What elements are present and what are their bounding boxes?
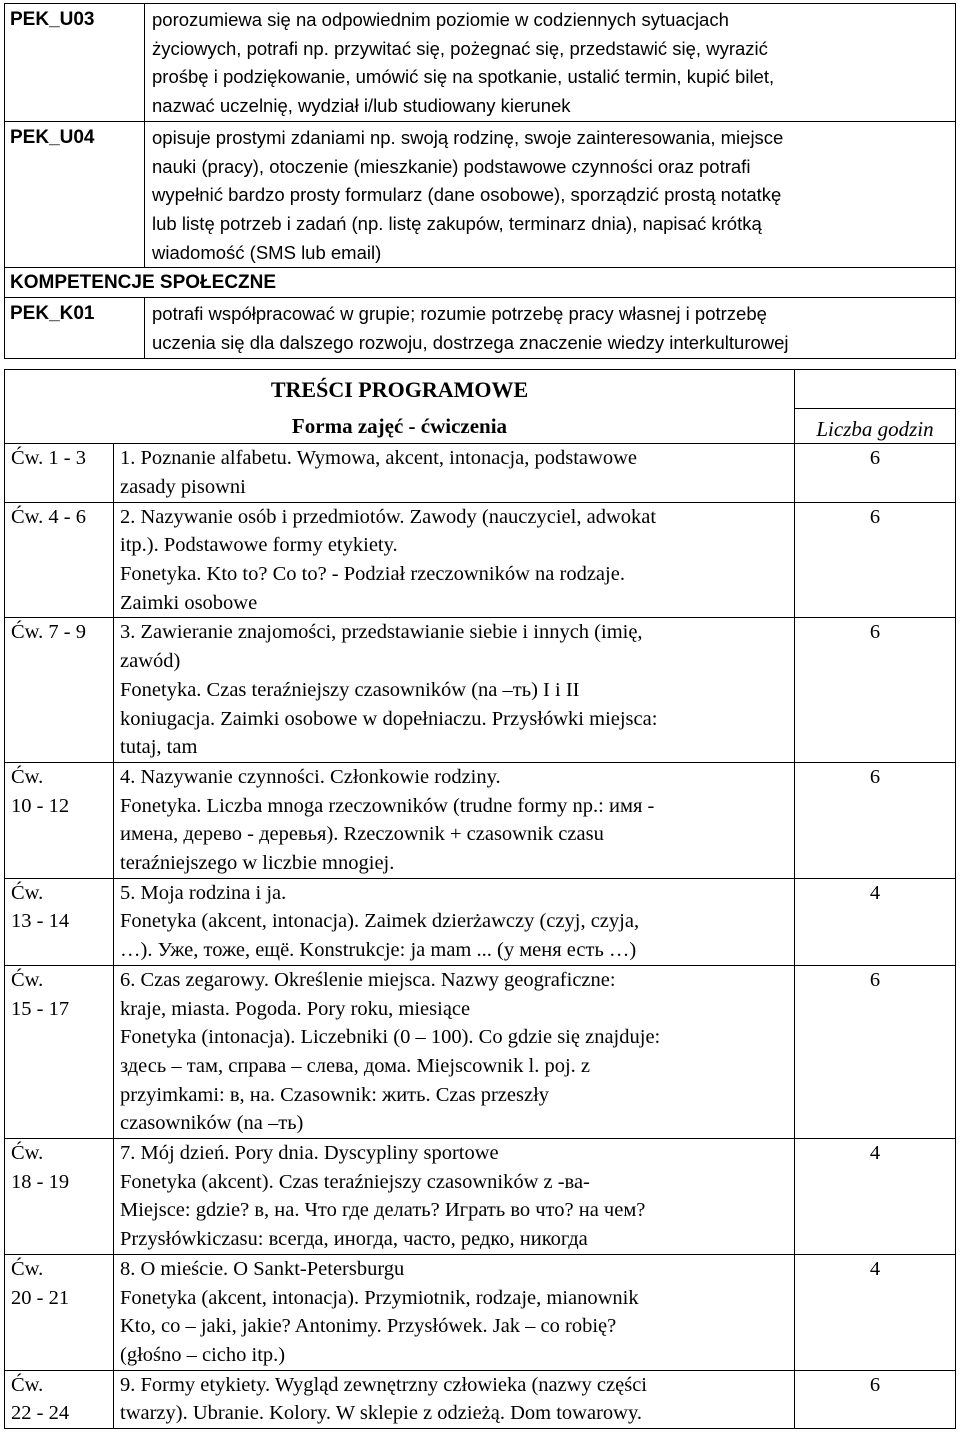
exercise-label-line: Ćw. bbox=[11, 1257, 44, 1280]
text-line: Fonetyka. Liczba mnoga rzeczowników (trudne formy np.: имя - bbox=[120, 794, 655, 817]
exercise-label-line: Ćw. 4 - 6 bbox=[11, 505, 86, 528]
program-body bbox=[5, 370, 956, 1429]
hours-value: 6 bbox=[795, 1370, 956, 1428]
exercise-label-line: Ćw. bbox=[11, 881, 44, 904]
outcome-code: PEK_U03 bbox=[5, 4, 145, 122]
text-line: życiowych, potrafi np. przywitać się, pożegnać się, przedstawić się, wyrazić bbox=[152, 37, 768, 59]
exercise-label-line: Ćw. bbox=[11, 765, 44, 788]
topic-content bbox=[114, 1370, 795, 1428]
text-line: 1. Poznanie alfabetu. Wymowa, akcent, intonacja, podstawowe bbox=[120, 447, 637, 470]
program-row bbox=[5, 1254, 956, 1370]
topic-content bbox=[114, 502, 795, 618]
section-row bbox=[5, 268, 956, 298]
exercise-label-line: 15 - 17 bbox=[11, 997, 70, 1020]
topic-content bbox=[114, 762, 795, 878]
text-line: Fonetyka. Kto to? Co to? - Podział rzeczowników na rodzaje. bbox=[120, 563, 625, 586]
exercise-label bbox=[5, 878, 114, 965]
program-row bbox=[5, 965, 956, 1138]
hours-value: 6 bbox=[795, 618, 956, 763]
hours-value: 4 bbox=[795, 878, 956, 965]
hours-header: Liczba godzin bbox=[795, 408, 956, 444]
program-row bbox=[5, 502, 956, 618]
hours-value: 4 bbox=[795, 1254, 956, 1370]
exercise-label bbox=[5, 1139, 114, 1255]
outcome-row-u03 bbox=[5, 4, 956, 122]
text-line: 7. Mój dzień. Pory dnia. Dyscypliny sportowe bbox=[120, 1142, 499, 1165]
outcomes-body bbox=[5, 4, 956, 359]
text-line: twarzy). Ubranie. Kolory. W sklepie z odzieżą. Dom towarowy. bbox=[120, 1402, 643, 1425]
text-line: Przysłówkiczasu: всегда, иногда, часто, редко, никогда bbox=[120, 1228, 588, 1251]
text-line: koniugacja. Zaimki osobowe w dopełniaczu. Przysłówki miejsca: bbox=[120, 707, 658, 730]
text-line: nazwać uczelnię, wydział i/lub studiowany kierunek bbox=[152, 95, 571, 117]
program-row bbox=[5, 618, 956, 763]
text-line: 6. Czas zegarowy. Określenie miejsca. Nazwy geograficzne: bbox=[120, 968, 616, 991]
exercise-label-line: Ćw. bbox=[11, 968, 44, 991]
text-line: 2. Nazywanie osób i przedmiotów. Zawody (nauczyciel, adwokat bbox=[120, 505, 657, 528]
text-line: porozumiewa się na odpowiednim poziomie w codziennych sytuacjach bbox=[152, 9, 729, 30]
text-line: uczenia się dla dalszego rozwoju, dostrzega znaczenie wiedzy interkulturowej bbox=[152, 332, 789, 354]
topic-content bbox=[114, 618, 795, 763]
text-line: Fonetyka (akcent, intonacja). Zaimek dzierżawczy (czyj, czyja, bbox=[120, 910, 640, 933]
exercise-label-line: Ćw. bbox=[11, 1373, 44, 1396]
exercise-label-line: 13 - 14 bbox=[11, 910, 70, 933]
learning-outcomes-table bbox=[4, 3, 956, 359]
program-title: TREŚCI PROGRAMOWE bbox=[5, 370, 795, 409]
exercise-label bbox=[5, 1254, 114, 1370]
program-title-row bbox=[5, 370, 956, 409]
program-row bbox=[5, 1139, 956, 1255]
exercise-label bbox=[5, 965, 114, 1138]
hours-value: 6 bbox=[795, 965, 956, 1138]
text-line: kraje, miasta. Pogoda. Pory roku, miesiące bbox=[120, 997, 471, 1020]
exercise-label-line: Ćw. bbox=[11, 1142, 44, 1165]
topic-content bbox=[114, 878, 795, 965]
text-line: …). Уже, тоже, ещё. Konstrukcje: ja mam ... (у меня есть …) bbox=[120, 939, 637, 962]
topic-content bbox=[114, 965, 795, 1138]
text-line: имена, дерево - деревья). Rzeczownik + czasownik czasu bbox=[120, 823, 604, 846]
exercise-label-line: 10 - 12 bbox=[11, 794, 70, 817]
topic-content bbox=[114, 444, 795, 502]
exercise-label-line: Ćw. 1 - 3 bbox=[11, 447, 86, 470]
outcome-description bbox=[145, 4, 956, 122]
topic-content bbox=[114, 1254, 795, 1370]
text-line: Fonetyka. Czas teraźniejszy czasowników (na –ть) I i II bbox=[120, 678, 580, 701]
text-line: lub listę potrzeb i zadań (np. listę zakupów, terminarz dnia), napisać krótką bbox=[152, 212, 762, 234]
program-form-row bbox=[5, 408, 956, 444]
text-line: potrafi współpracować w grupie; rozumie potrzebę pracy własnej i potrzebę bbox=[152, 303, 767, 325]
outcome-description bbox=[145, 121, 956, 268]
text-line: czasowników (na –ть) bbox=[120, 1112, 304, 1135]
outcome-description bbox=[145, 298, 956, 358]
text-line: Fonetyka (intonacja). Liczebniki (0 – 100). Co gdzie się znajduje: bbox=[120, 1026, 661, 1049]
hours-value: 6 bbox=[795, 444, 956, 502]
exercise-label-line: 20 - 21 bbox=[11, 1286, 70, 1309]
exercise-label bbox=[5, 618, 114, 763]
text-line: itp.). Podstawowe formy etykiety. bbox=[120, 534, 398, 557]
text-line: przyimkami: в, на. Czasownik: жить. Czas przeszły bbox=[120, 1083, 550, 1106]
text-line: Fonetyka (akcent). Czas teraźniejszy czasowników z -ва- bbox=[120, 1170, 590, 1193]
form-label: Forma zajęć - ćwiczenia bbox=[5, 408, 795, 444]
text-line: 4. Nazywanie czynności. Członkowie rodziny. bbox=[120, 765, 501, 788]
text-line: Miejsce: gdzie? в, на. Что где делать? Играть во что? на чем? bbox=[120, 1199, 646, 1222]
hours-value: 6 bbox=[795, 502, 956, 618]
hours-value: 4 bbox=[795, 1139, 956, 1255]
text-line: teraźniejszego w liczbie mnogiej. bbox=[120, 852, 395, 875]
outcome-code: PEK_K01 bbox=[5, 298, 145, 358]
text-line: 9. Formy etykiety. Wygląd zewnętrzny człowieka (nazwy części bbox=[120, 1373, 648, 1396]
text-line: wiadomość (SMS lub email) bbox=[152, 241, 382, 263]
text-line: Fonetyka (akcent, intonacja). Przymiotnik, rodzaje, mianownik bbox=[120, 1286, 639, 1309]
text-line: Zaimki osobowe bbox=[120, 591, 258, 614]
text-line: zawód) bbox=[120, 650, 181, 673]
text-line: 5. Moja rodzina i ja. bbox=[120, 881, 287, 904]
exercise-label-line: Ćw. 7 - 9 bbox=[11, 621, 86, 644]
exercise-label bbox=[5, 762, 114, 878]
exercise-label bbox=[5, 502, 114, 618]
program-contents-table bbox=[4, 369, 956, 1429]
hours-header-spacer bbox=[795, 370, 956, 409]
text-line: prośbę i podziękowanie, umówić się na spotkanie, ustalić termin, kupić bilet, bbox=[152, 66, 775, 88]
text-line: 3. Zawieranie znajomości, przedstawianie siebie i innych (imię, bbox=[120, 621, 643, 644]
outcome-row-k01 bbox=[5, 298, 956, 358]
program-row bbox=[5, 878, 956, 965]
program-row bbox=[5, 762, 956, 878]
text-line: zasady pisowni bbox=[120, 475, 246, 498]
outcome-row-u04 bbox=[5, 121, 956, 268]
text-line: (głośno – cicho itp.) bbox=[120, 1344, 286, 1366]
text-line: здесь – там, справа – слева, дома. Miejscownik l. poj. z bbox=[120, 1054, 590, 1077]
text-line: Kto, co – jaki, jakie? Antonimy. Przysłówek. Jak – co robię? bbox=[120, 1315, 617, 1338]
exercise-label bbox=[5, 444, 114, 502]
hours-value: 6 bbox=[795, 762, 956, 878]
text-line: tutaj, tam bbox=[120, 736, 198, 759]
exercise-label-line: 18 - 19 bbox=[11, 1170, 70, 1193]
text-line: opisuje prostymi zdaniami np. swoją rodzinę, swoje zainteresowania, miejsce bbox=[152, 126, 784, 148]
section-title: KOMPETENCJE SPOŁECZNE bbox=[5, 268, 956, 298]
outcome-code: PEK_U04 bbox=[5, 121, 145, 268]
exercise-label bbox=[5, 1370, 114, 1428]
program-row bbox=[5, 444, 956, 502]
text-line: nauki (pracy), otoczenie (mieszkanie) podstawowe czynności oraz potrafi bbox=[152, 155, 751, 177]
text-line: wypełnić bardzo prosty formularz (dane osobowe), sporządzić prostą notatkę bbox=[152, 184, 782, 206]
exercise-label-line: 22 - 24 bbox=[11, 1402, 70, 1425]
program-row bbox=[5, 1370, 956, 1428]
text-line: 8. O mieście. O Sankt-Petersburgu bbox=[120, 1257, 405, 1280]
topic-content bbox=[114, 1139, 795, 1255]
